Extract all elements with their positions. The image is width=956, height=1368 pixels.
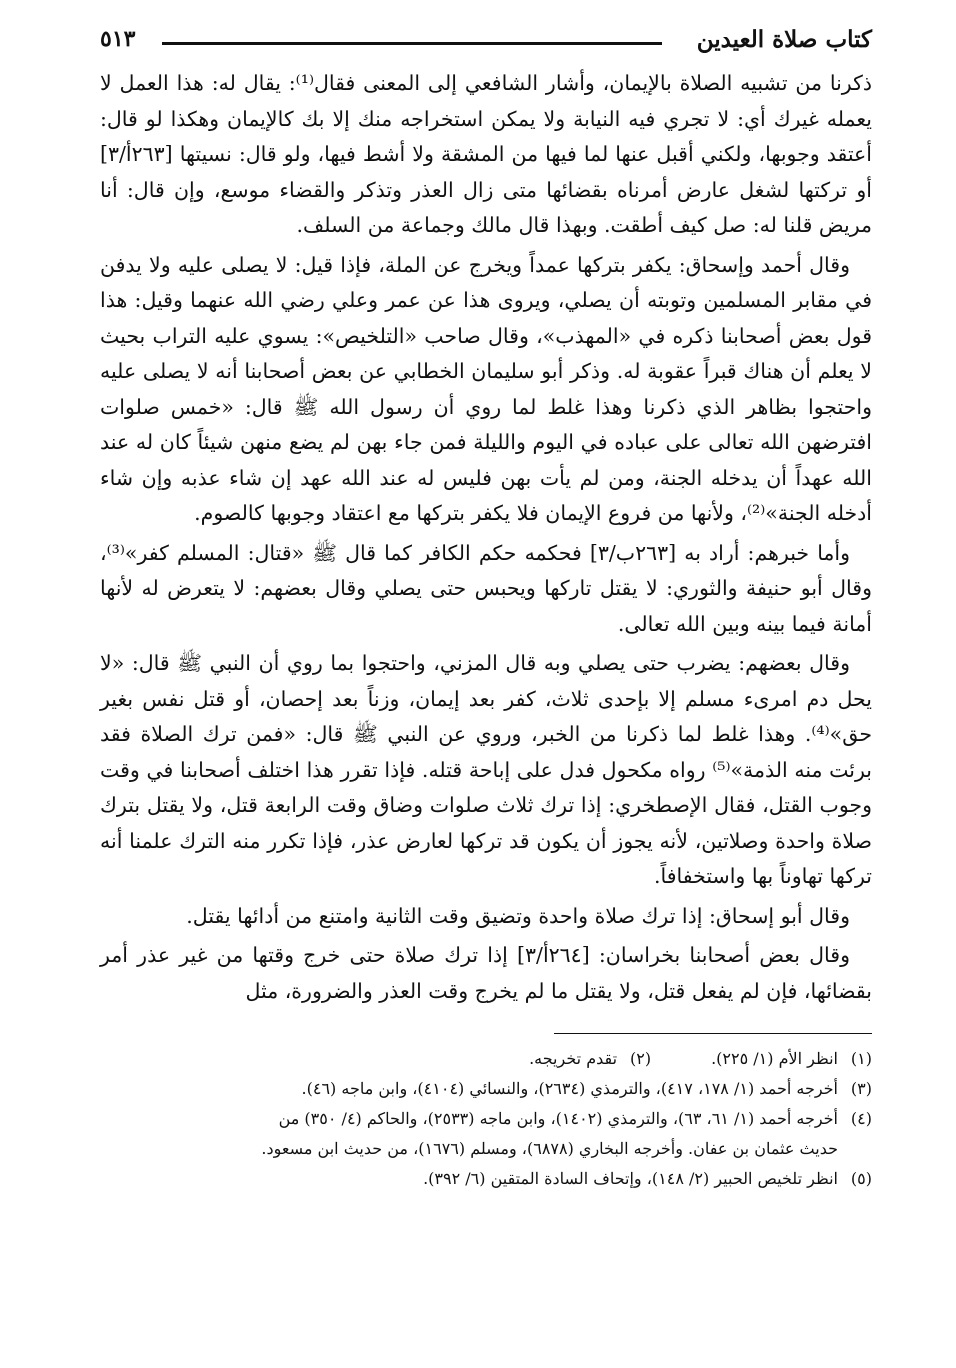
footnotes bbox=[100, 1044, 872, 1194]
footnote-4-continuation: حديث عثمان بن عفان. وأخرجه البخاري (٦٨٧٨)، ومسلم (١٦٧٦)، من حديث ابن مسعود. bbox=[261, 1139, 838, 1158]
footnote-1-text: انظر الأم (١/ ٢٢٥). bbox=[711, 1049, 838, 1068]
footnote-2-number: (٢) bbox=[629, 1049, 652, 1068]
footnote-1-number: (١) bbox=[850, 1049, 872, 1068]
footnote-5 bbox=[100, 1164, 872, 1194]
footnote-rule bbox=[554, 1033, 872, 1034]
page-number: ٥١٣ bbox=[100, 26, 136, 52]
footnote-4-number: (٤) bbox=[850, 1109, 872, 1128]
header-rule bbox=[162, 42, 662, 45]
paragraph-2: وقال أحمد وإسحاق: يكفر بتركها عمداً ويخرج عن الملة، فإذا قيل: لا يصلى عليه ولا يدفن في مقابر المسلمين وتوبته أن يصلي، ويروى هذا عن عمر وعلي رضي الله عنهما وقيل: هذا قول بعض أصحابنا ذكره في «المهذب»، وقال صاحب «التلخيص»: يسوي عليه التراب بحيث لا يعلم أن هناك قبراً عقوبة له. وذكر أبو سليمان الخطابي عن بعض أصحابنا أنه لا يصلى عليه واحتجوا بظاهر الذي ذكرنا وهذا غلط لما روي أن رسول الله ﷺ قال: «خمس صلوات افترضهن الله تعالى على عباده في اليوم والليلة فمن جاء بهن لم يضع منهن شيئاً كان له عند الله عهداً أن يدخله الجنة، ومن لم يأت بهن فليس له عند الله عهد إن شاء عذبه وإن شاء أدخله الجنة»⁽²⁾، ولأنها من فروع الإيمان فلا يكفر بتركها مع اعتقاد وجوبها كالصوم. bbox=[100, 252, 872, 525]
footnote-3-text: أخرجه أحمد (١/ ١٧٨، ٤١٧)، والترمذي (٢٦٣٤)، والنسائي (٤١٠٤)، وابن ماجه (٤٦). bbox=[301, 1079, 838, 1098]
footnote-4 bbox=[100, 1104, 872, 1134]
paragraph-1: ذكرنا من تشبيه الصلاة بالإيمان، وأشار الشافعي إلى المعنى فقال⁽¹⁾: يقال له: هذا العمل لا يعمله غيرك أي: لا تجري فيه النيابة ولا يمكن استخراجه منك إلا بك كالإيمان وهكذا لو قال: أعتقد وجوبها، ولكني أقبل عنها لما فيها من المشقة ولا أشط فيها، ولو قال: نسيتها [٢٦٣أ/٣] أو تركتها لشغل عارض أمرناه بقضائها متى زال العذر وتذكر والقضاء موسع، وإن قال: أنا مريض قلنا له: صل كيف أطقت. وبهذا قال مالك وجماعة من السلف. bbox=[100, 71, 872, 237]
paragraph-5: وقال أبو إسحاق: إذا ترك صلاة واحدة وتضيق وقت الثانية وامتنع من أدائها يقتل. bbox=[186, 903, 850, 928]
footnote-3-number: (٣) bbox=[850, 1079, 872, 1098]
body-text bbox=[100, 66, 872, 1009]
running-header bbox=[100, 20, 872, 64]
footnote-row-1-2 bbox=[100, 1044, 872, 1074]
footnote-5-number: (٥) bbox=[850, 1169, 872, 1188]
footnote-4-text-a: أخرجه أحمد (١/ ٦١، ٦٣)، والترمذي (١٤٠٢)، وابن ماجه (٢٥٣٣)، والحاكم (٤/ ٣٥٠) من bbox=[278, 1109, 838, 1128]
paragraph-6: وقال بعض أصحابنا بخراسان: [٢٦٤أ/٣] إذا ترك صلاة حتى خرج وقتها من غير عذر أمر بقضائها، فإن لم يفعل قتل، ولا يقتل ما لم يخرج وقت العذر والضرورة، مثل bbox=[100, 943, 872, 1003]
chapter-title: كتاب صلاة العيدين bbox=[696, 26, 872, 53]
book-page bbox=[100, 20, 872, 1194]
paragraph-3: وأما خبرهم: أراد به [٢٦٣ب/٣] فحكمه حكم الكافر كما قال ﷺ «قتال: المسلم كفر»⁽³⁾، وقال أبو حنيفة والثوري: لا يقتل تاركها ويحبس حتى يصلي وقال بعضهم: لا يتعرض له لأنها أمانة فيما بينه وبين الله تعالى. bbox=[100, 540, 872, 636]
footnote-2-text: تقدم تخريجه. bbox=[529, 1049, 618, 1068]
footnote-3 bbox=[100, 1074, 872, 1104]
paragraph-4: وقال بعضهم: يضرب حتى يصلي وبه قال المزني، واحتجوا بما روي أن النبي ﷺ قال: «لا يحل دم امرىء مسلم إلا بإحدى ثلاث، كفر بعد إيمان، وزناً بعد إحصان، أو قتل نفس بغير حق»⁽⁴⁾. وهذا غلط لما ذكرنا من الخبر، وروي عن النبي ﷺ قال: «فمن ترك الصلاة فقد برئت منه الذمة»⁽⁵⁾ رواه مكحول فدل على إباحة قتله. فإذا تقرر هذا اختلف أصحابنا في وقت وجوب القتل، فقال الإصطخري: إذا ترك ثلاث صلوات وضاق وقت الرابعة قتل، ولا يقتل بترك صلاة واحدة وصلاتين، لأنه يجوز أن يكون قد تركها لعارض عذر، فإذا تكرر منه الترك علمنا أنه تركها تهاوناً بها واستخفافاً. bbox=[100, 651, 872, 888]
footnote-5-text: انظر تلخيص الحبير (٢/ ١٤٨)، وإتحاف السادة المتقين (٦/ ٣٩٢). bbox=[423, 1169, 838, 1188]
